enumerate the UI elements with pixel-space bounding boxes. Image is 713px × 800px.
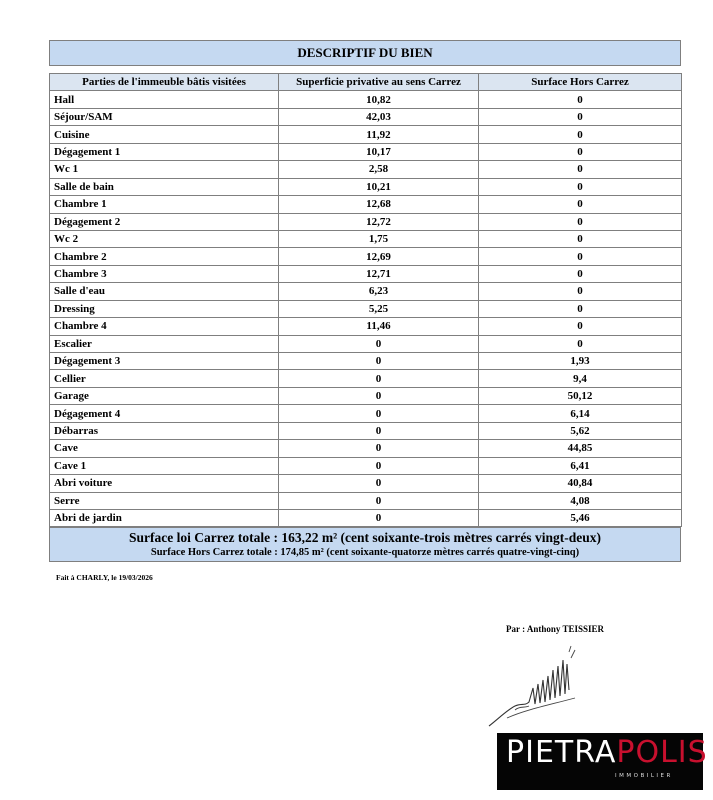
carrez-area-cell: 11,46 [279,318,479,335]
carrez-area-cell: 0 [279,509,479,526]
room-name-cell: Dégagement 4 [50,405,279,422]
logo-brand-part1: PIETRA [506,735,617,770]
carrez-area-cell: 12,71 [279,265,479,282]
logo-brand [506,735,708,770]
room-name-cell: Dressing [50,300,279,317]
table-row [50,265,682,282]
carrez-area-cell: 0 [279,492,479,509]
hors-carrez-area-cell: 0 [479,178,682,195]
room-name-cell: Cave 1 [50,457,279,474]
hors-carrez-area-cell: 0 [479,108,682,125]
table-row [50,178,682,195]
room-name-cell: Salle d'eau [50,283,279,300]
hors-carrez-area-cell: 0 [479,283,682,300]
total-carrez: Surface loi Carrez totale : 163,22 m² (cent soixante-trois mètres carrés vingt-deux) [129,530,601,546]
surfaces-table [49,73,682,527]
table-row [50,370,682,387]
carrez-area-cell: 10,82 [279,91,479,108]
hors-carrez-area-cell: 0 [479,213,682,230]
table-row [50,300,682,317]
room-name-cell: Dégagement 2 [50,213,279,230]
carrez-area-cell: 10,17 [279,143,479,160]
hors-carrez-area-cell: 0 [479,230,682,247]
table-row [50,509,682,526]
document-title [49,40,681,66]
hors-carrez-area-cell: 0 [479,126,682,143]
table-row [50,318,682,335]
table-row [50,335,682,352]
room-name-cell: Serre [50,492,279,509]
descriptif-sheet [49,40,681,562]
room-name-cell: Abri de jardin [50,509,279,526]
carrez-area-cell: 1,75 [279,230,479,247]
table-row [50,161,682,178]
carrez-area-cell: 0 [279,457,479,474]
logo-subtitle: IMMOBILIER [615,773,673,779]
fait-prefix: Fait à [56,573,75,582]
carrez-area-cell: 0 [279,387,479,404]
room-name-cell: Cellier [50,370,279,387]
table-row [50,387,682,404]
room-name-cell: Débarras [50,422,279,439]
author-name: Anthony TEISSIER [526,624,604,634]
carrez-area-cell: 0 [279,405,479,422]
hors-carrez-area-cell: 40,84 [479,475,682,492]
date-text: , le 19/03/2026 [107,573,153,582]
table-row [50,213,682,230]
author-line [506,624,604,634]
table-row [50,475,682,492]
carrez-area-cell: 5,25 [279,300,479,317]
table-row [50,405,682,422]
room-name-cell: Hall [50,91,279,108]
room-name-cell: Cuisine [50,126,279,143]
table-row [50,143,682,160]
carrez-area-cell: 11,92 [279,126,479,143]
hors-carrez-area-cell: 0 [479,300,682,317]
column-header-carrez: Superficie privative au sens Carrez [279,74,479,91]
hors-carrez-area-cell: 4,08 [479,492,682,509]
table-row [50,422,682,439]
hors-carrez-area-cell: 0 [479,318,682,335]
room-name-cell: Dégagement 1 [50,143,279,160]
carrez-area-cell: 0 [279,440,479,457]
carrez-area-cell: 0 [279,422,479,439]
carrez-area-cell: 42,03 [279,108,479,125]
carrez-area-cell: 0 [279,335,479,352]
total-hors-carrez: Surface Hors Carrez totale : 174,85 m² (cent soixante-quatorze mètres carrés quatre-vingt-cinq) [150,547,580,559]
hors-carrez-area-cell: 6,41 [479,457,682,474]
room-name-cell: Chambre 3 [50,265,279,282]
hors-carrez-area-cell: 6,14 [479,405,682,422]
carrez-area-cell: 12,69 [279,248,479,265]
carrez-area-cell: 0 [279,370,479,387]
table-row [50,457,682,474]
room-name-cell: Séjour/SAM [50,108,279,125]
room-name-cell: Wc 1 [50,161,279,178]
room-name-cell: Dégagement 3 [50,353,279,370]
room-name-cell: Chambre 4 [50,318,279,335]
column-header-hors-carrez: Surface Hors Carrez [479,74,682,91]
carrez-area-cell: 12,72 [279,213,479,230]
place-date-line [56,573,153,582]
room-name-cell: Wc 2 [50,230,279,247]
hors-carrez-area-cell: 44,85 [479,440,682,457]
hors-carrez-area-cell: 0 [479,265,682,282]
signature-image [485,640,615,735]
hors-carrez-area-cell: 0 [479,196,682,213]
hors-carrez-area-cell: 5,62 [479,422,682,439]
room-name-cell: Salle de bain [50,178,279,195]
hors-carrez-area-cell: 0 [479,161,682,178]
table-row [50,196,682,213]
document-title-text: DESCRIPTIF DU BIEN [297,45,433,60]
room-name-cell: Escalier [50,335,279,352]
city: CHARLY [76,573,108,582]
table-header-row [50,74,682,91]
par-label: Par : [506,624,526,634]
hors-carrez-area-cell: 9,4 [479,370,682,387]
room-name-cell: Garage [50,387,279,404]
carrez-area-cell: 6,23 [279,283,479,300]
hors-carrez-area-cell: 0 [479,335,682,352]
room-name-cell: Chambre 1 [50,196,279,213]
hors-carrez-area-cell: 50,12 [479,387,682,404]
carrez-area-cell: 0 [279,353,479,370]
totals-box [49,527,681,562]
carrez-area-cell: 12,68 [279,196,479,213]
carrez-area-cell: 0 [279,475,479,492]
hors-carrez-area-cell: 0 [479,91,682,108]
hors-carrez-area-cell: 0 [479,248,682,265]
column-header-rooms: Parties de l'immeuble bâtis visitées [50,74,279,91]
hors-carrez-area-cell: 0 [479,143,682,160]
carrez-area-cell: 2,58 [279,161,479,178]
table-body [50,91,682,527]
carrez-area-cell: 10,21 [279,178,479,195]
table-row [50,126,682,143]
room-name-cell: Cave [50,440,279,457]
logo-brand-part2: POLIS [616,735,708,770]
hors-carrez-area-cell: 5,46 [479,509,682,526]
table-row [50,91,682,108]
table-row [50,283,682,300]
table-row [50,108,682,125]
room-name-cell: Chambre 2 [50,248,279,265]
table-row [50,492,682,509]
hors-carrez-area-cell: 1,93 [479,353,682,370]
table-row [50,248,682,265]
agency-logo [497,733,708,790]
room-name-cell: Abri voiture [50,475,279,492]
table-row [50,440,682,457]
table-row [50,353,682,370]
table-row [50,230,682,247]
